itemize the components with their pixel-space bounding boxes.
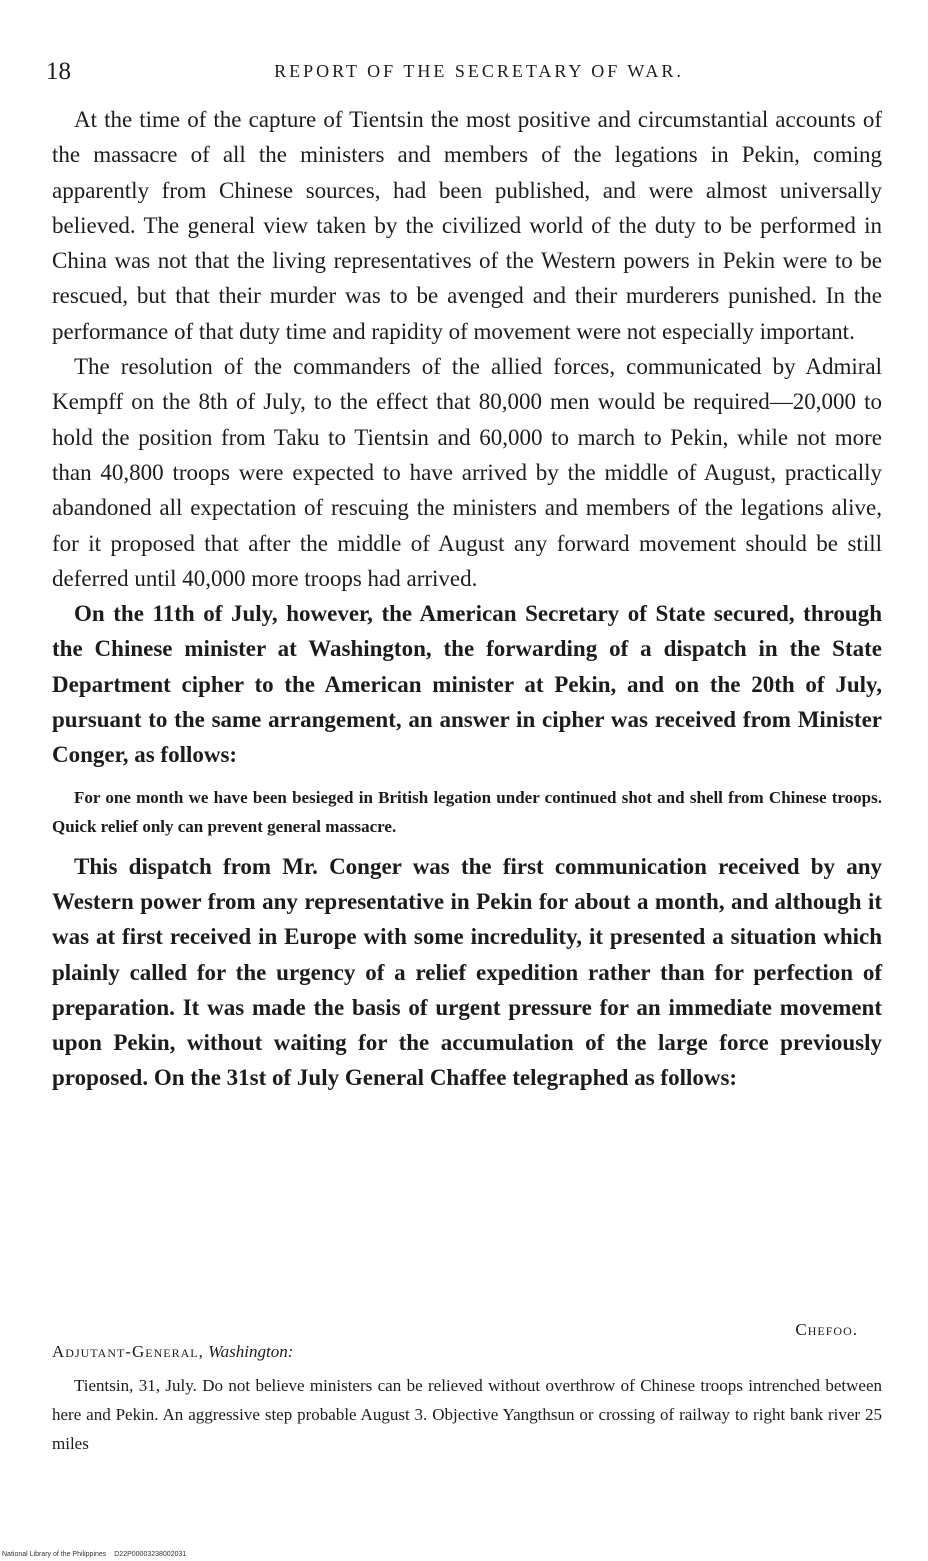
telegram-body: Tientsin, 31, July. Do not believe ministers can be relieved without overthrow of Chinese troops intrenched between here and Pekin. An aggressive step probable August 3. Objective Yangthsun or crossing of railway to right bank river 25 miles xyxy=(52,1376,882,1453)
footer-code: D22P00003238002031 xyxy=(114,1551,187,1558)
telegram-origin: Chefoo. xyxy=(795,1320,858,1339)
header-title: REPORT OF THE SECRETARY OF WAR. xyxy=(274,61,684,81)
running-head xyxy=(46,58,882,88)
paragraph-allied-resolution: The resolution of the commanders of the allied forces, communicated by Admiral Kempff on the 8th of July, to the effect that 80,000 men would be required—20,000 to hold the position from Taku to Tientsin and 60,000 to march to Pekin, while not more than 40,800 troops were expected to have arrived by the middle of August, practically abandoned all expectation of rescuing the ministers and members of the legations alive, for it proposed that after the middle of August any forward movement should be still deferred until 40,000 more troops had arrived. xyxy=(52,354,882,591)
telegram-addressee-title: Adjutant-General, xyxy=(52,1342,204,1361)
telegram-addressee-place: Washington: xyxy=(208,1342,294,1361)
paragraph-conger-response: This dispatch from Mr. Conger was the first communication received by any Western power from any representative in Pekin for about a month, and although it was at first received in Europe with some incredulity, it presented a situation which plainly called for the urgency of a relief expedition rather than for perfection of preparation. It was made the basis of urgent pressure for an immediate movement upon Pekin, without waiting for the accumulation of the large force previously proposed. On the 31st of July General Chaffee telegraphed as follows: xyxy=(52,853,882,1091)
paragraph-capture-of-tientsin: At the time of the capture of Tientsin the most positive and circumstantial accounts of the massacre of all the ministers and members of the legations in Pekin, coming apparently from Chinese sources, had been published, and were almost universally believed. The general view taken by the civilized world of the duty to be performed in China was not that the living representatives of the Western powers in Pekin were to be rescued, but that their murder was to be avenged and their murderers punished. In the performance of that duty time and rapidity of movement were not especially important. xyxy=(52,107,882,344)
paragraph-cipher-dispatch: On the 11th of July, however, the American Secretary of State secured, through the Chinese minister at Washington, the forwarding of a dispatch in the State Department cipher to the American minister at Pekin, and on the 20th of July, pursuant to the same arrangement, an answer in cipher was received from Minister Conger, as follows: xyxy=(52,601,882,768)
telegram-addressee xyxy=(52,1340,882,1364)
chaffee-telegram xyxy=(52,1318,882,1458)
conger-dispatch-quote: For one month we have been besieged in British legation under continued shot and shell from Chinese troops. Quick relief only can prevent general massacre. xyxy=(52,787,882,836)
footer-library: National Library of the Philippines xyxy=(2,1551,107,1558)
body-text xyxy=(52,102,882,1096)
page-number: 18 xyxy=(46,58,71,85)
scan-footer xyxy=(2,1551,186,1558)
